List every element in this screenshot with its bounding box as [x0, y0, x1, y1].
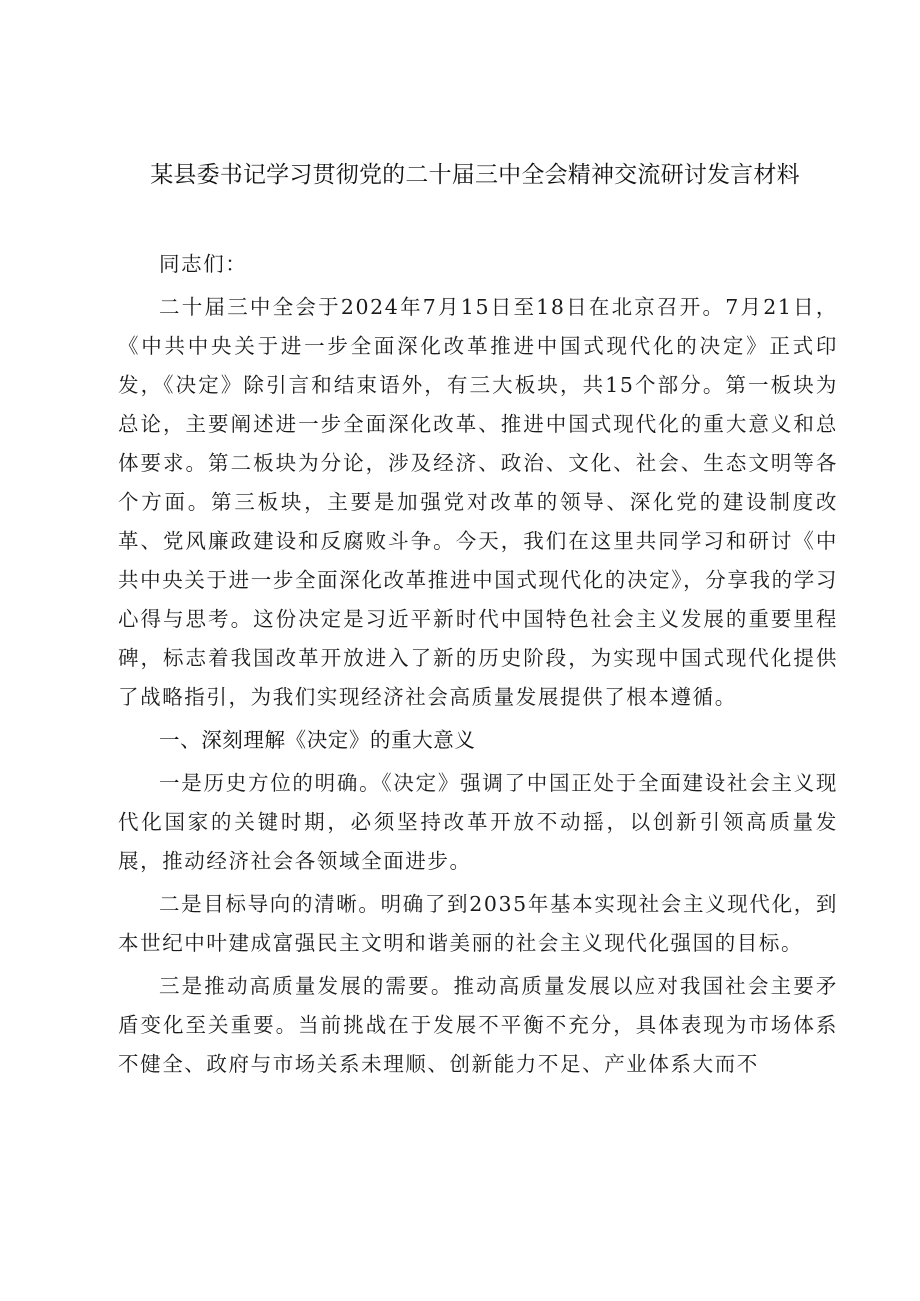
paragraph-point-2: 二是目标导向的清晰。明确了到2035年基本实现社会主义现代化，到本世纪中叶建成富强民主文明和谐美丽的社会主义现代化强国的目标。: [118, 892, 838, 955]
section-heading: 一、深刻理解《决定》的重大意义: [159, 728, 476, 752]
paragraph-point-3: 三是推动高质量发展的需要。推动高质量发展以应对我国社会主要矛盾变化至关重要。当前挑战在于发展不平衡不充分，具体表现为市场体系不健全、政府与市场关系未理顺、创新能力不足、产业体系大而不: [118, 974, 838, 1076]
document-title: 某县委书记学习贯彻党的二十届三中全会精神交流研讨发言材料: [150, 162, 800, 188]
document-body: [118, 245, 838, 1088]
intro-paragraph: 二十届三中全会于2024年7月15日至18日在北京召开。7月21日，《中共中央关于进一步全面深化改革推进中国式现代化的决定》正式印发，《决定》除引言和结束语外，有三大板块，共15个部分。第一板块为总论，主要阐述进一步全面深化改革、推进中国式现代化的重大意义和总体要求。第二板块为分论，涉及经济、政治、文化、社会、生态文明等各个方面。第三板块，主要是加强党对改革的领导、深化党的建设制度改革、党风廉政建设和反腐败斗争。今天，我们在这里共同学习和研讨《中共中央关于进一步全面深化改革推进中国式现代化的决定》，分享我的学习心得与思考。这份决定是习近平新时代中国特色社会主义发展的重要里程碑，标志着我国改革开放进入了新的历史阶段，为实现中国式现代化提供了战略指引，为我们实现经济社会高质量发展提供了根本遵循。: [118, 295, 838, 709]
paragraph-point-1: 一是历史方位的明确。《决定》强调了中国正处于全面建设社会主义现代化国家的关键时期，必须坚持改革开放不动摇，以创新引领高质量发展，推动经济社会各领域全面进步。: [118, 771, 838, 873]
salutation: 同志们：: [159, 252, 248, 276]
